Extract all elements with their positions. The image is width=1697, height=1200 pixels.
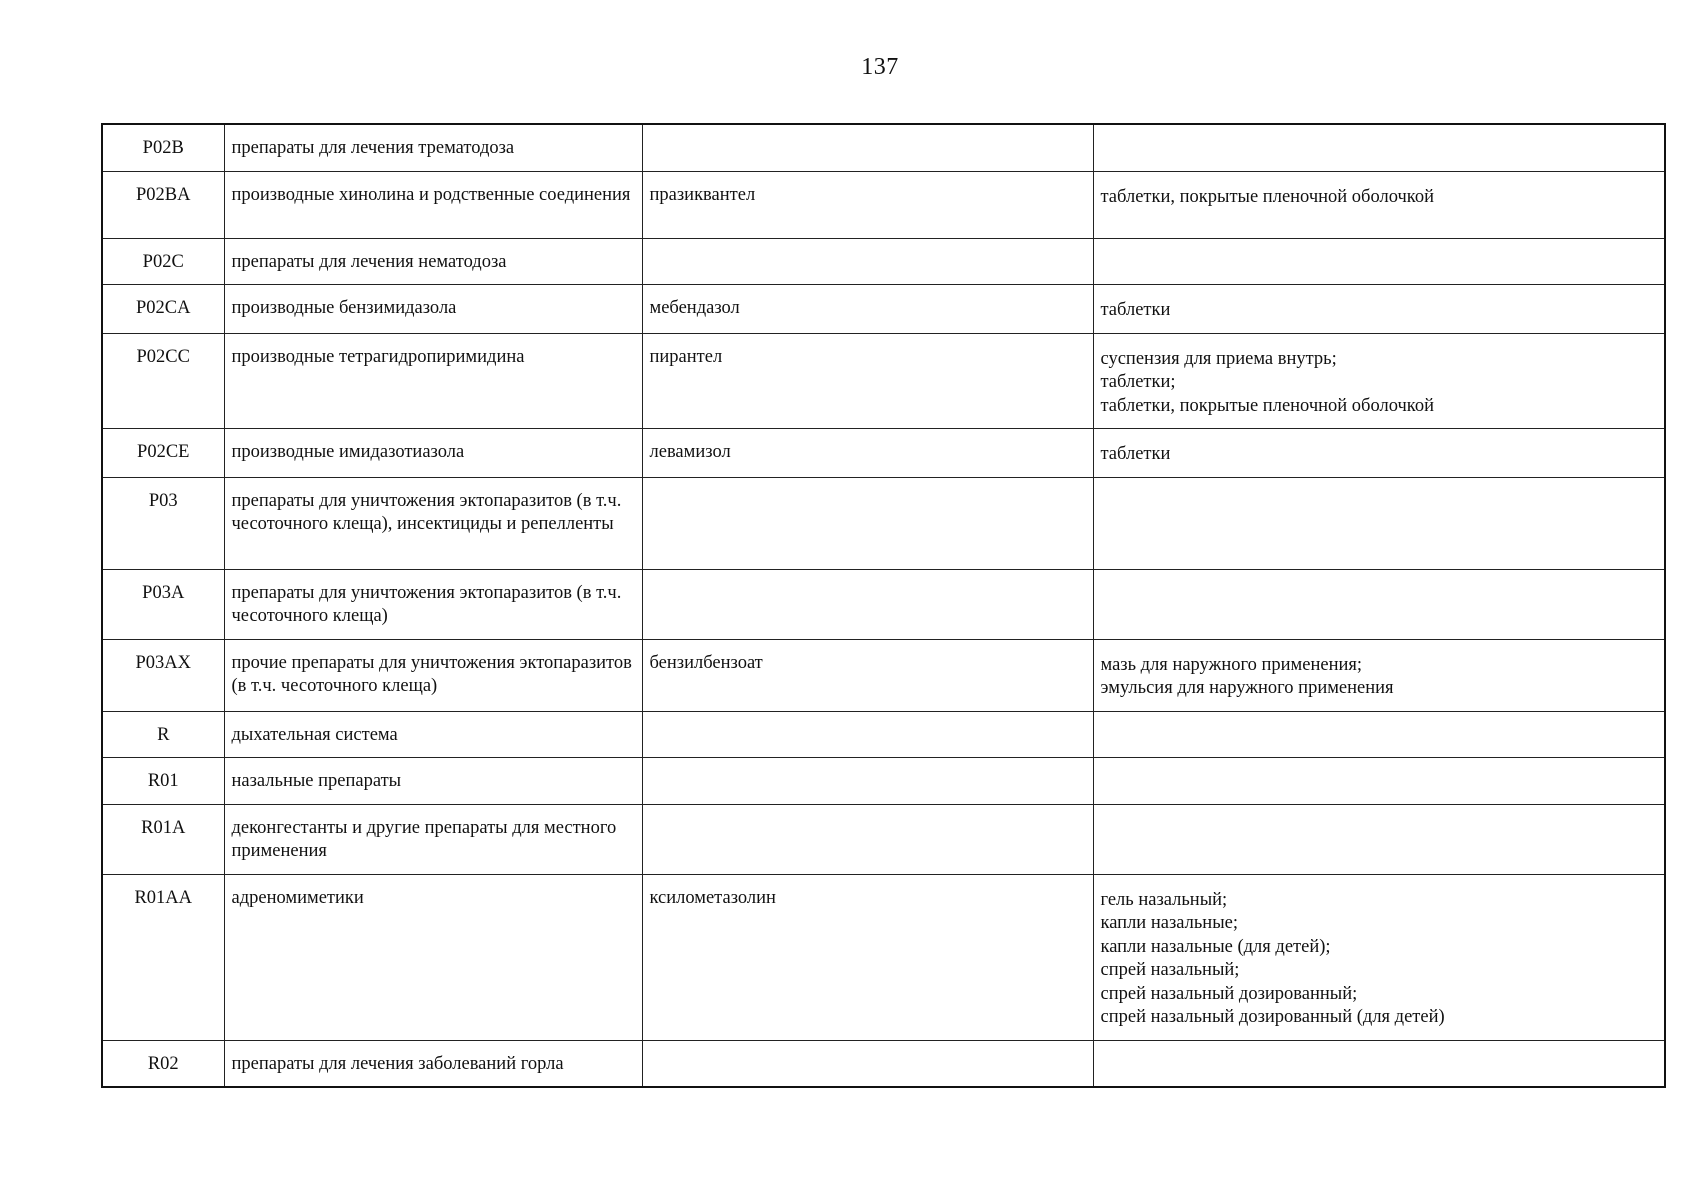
dosage-form-cell: гель назальный; капли назальные; капли назальные (для детей); спрей назальный; спрей назальный дозированный; спрей назальный дозированный (для детей): [1093, 874, 1665, 1040]
dosage-form-cell: таблетки: [1093, 285, 1665, 334]
drug-name-cell: [642, 758, 1093, 805]
table-row: [102, 171, 1665, 238]
pharmacological-group-cell: производные тетрагидропиримидина: [224, 333, 642, 429]
drug-name-cell: [642, 477, 1093, 569]
table-row: [102, 238, 1665, 285]
dosage-form-cell: [1093, 569, 1665, 639]
drug-name-cell: [642, 124, 1093, 171]
atc-code-cell: R01A: [102, 804, 224, 874]
drug-list-table-container: [101, 123, 1664, 1088]
dosage-form-cell: суспензия для приема внутрь; таблетки; таблетки, покрытые пленочной оболочкой: [1093, 333, 1665, 429]
dosage-form-cell: мазь для наружного применения; эмульсия для наружного применения: [1093, 639, 1665, 711]
atc-code-cell: P02B: [102, 124, 224, 171]
dosage-form-cell: [1093, 238, 1665, 285]
dosage-form-cell: [1093, 1040, 1665, 1087]
dosage-form-cell: [1093, 804, 1665, 874]
drug-list-table: [101, 123, 1666, 1088]
drug-name-cell: [642, 804, 1093, 874]
dosage-form-cell: [1093, 711, 1665, 758]
atc-code-cell: P03: [102, 477, 224, 569]
pharmacological-group-cell: деконгестанты и другие препараты для местного применения: [224, 804, 642, 874]
pharmacological-group-cell: производные хинолина и родственные соединения: [224, 171, 642, 238]
pharmacological-group-cell: производные бензимидазола: [224, 285, 642, 334]
atc-code-cell: P02BA: [102, 171, 224, 238]
table-row: [102, 477, 1665, 569]
dosage-form-cell: [1093, 477, 1665, 569]
table-row: [102, 711, 1665, 758]
atc-code-cell: R02: [102, 1040, 224, 1087]
table-row: [102, 1040, 1665, 1087]
pharmacological-group-cell: дыхательная система: [224, 711, 642, 758]
atc-code-cell: P02CC: [102, 333, 224, 429]
atc-code-cell: P02CE: [102, 429, 224, 478]
drug-name-cell: пирантел: [642, 333, 1093, 429]
table-row: [102, 758, 1665, 805]
pharmacological-group-cell: назальные препараты: [224, 758, 642, 805]
drug-name-cell: бензилбензоат: [642, 639, 1093, 711]
atc-code-cell: P02CA: [102, 285, 224, 334]
pharmacological-group-cell: препараты для лечения заболеваний горла: [224, 1040, 642, 1087]
table-row: [102, 124, 1665, 171]
drug-name-cell: празиквантел: [642, 171, 1093, 238]
table-row: [102, 333, 1665, 429]
atc-code-cell: P03AX: [102, 639, 224, 711]
drug-name-cell: [642, 711, 1093, 758]
atc-code-cell: P02C: [102, 238, 224, 285]
pharmacological-group-cell: прочие препараты для уничтожения эктопаразитов (в т.ч. чесоточного клеща): [224, 639, 642, 711]
table-row: [102, 569, 1665, 639]
table-row: [102, 874, 1665, 1040]
pharmacological-group-cell: препараты для уничтожения эктопаразитов (в т.ч. чесоточного клеща): [224, 569, 642, 639]
drug-name-cell: ксилометазолин: [642, 874, 1093, 1040]
table-row: [102, 804, 1665, 874]
atc-code-cell: R: [102, 711, 224, 758]
pharmacological-group-cell: препараты для лечения трематодоза: [224, 124, 642, 171]
page-number: 137: [861, 54, 899, 80]
dosage-form-cell: таблетки: [1093, 429, 1665, 478]
pharmacological-group-cell: адреномиметики: [224, 874, 642, 1040]
drug-name-cell: [642, 569, 1093, 639]
pharmacological-group-cell: производные имидазотиазола: [224, 429, 642, 478]
pharmacological-group-cell: препараты для уничтожения эктопаразитов (в т.ч. чесоточного клеща), инсектициды и репелленты: [224, 477, 642, 569]
drug-name-cell: [642, 238, 1093, 285]
drug-name-cell: левамизол: [642, 429, 1093, 478]
drug-name-cell: [642, 1040, 1093, 1087]
table-row: [102, 285, 1665, 334]
dosage-form-cell: таблетки, покрытые пленочной оболочкой: [1093, 171, 1665, 238]
atc-code-cell: P03A: [102, 569, 224, 639]
table-row: [102, 639, 1665, 711]
atc-code-cell: R01: [102, 758, 224, 805]
atc-code-cell: R01AA: [102, 874, 224, 1040]
pharmacological-group-cell: препараты для лечения нематодоза: [224, 238, 642, 285]
table-row: [102, 429, 1665, 478]
dosage-form-cell: [1093, 758, 1665, 805]
drug-name-cell: мебендазол: [642, 285, 1093, 334]
dosage-form-cell: [1093, 124, 1665, 171]
